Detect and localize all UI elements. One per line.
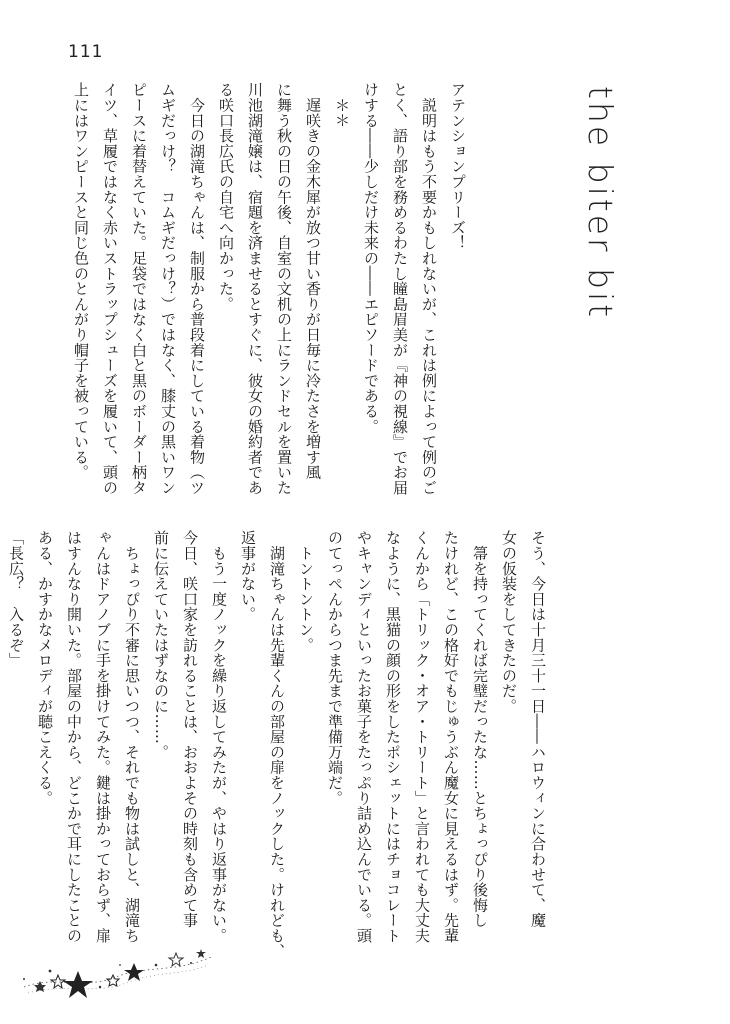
- star-ornament-icon: [16, 935, 216, 1005]
- text-column: ゃんはドアノブに手を掛けてみた。鍵は掛かっておらず、扉: [94, 530, 112, 944]
- text-column: 遅咲きの金木犀が放つ甘い香りが日毎に冷たさを増す風: [304, 82, 322, 480]
- text-column: 今日の湖滝ちゃんは、制服から普段着にしている着物（ツ: [188, 82, 206, 496]
- text-column: 前に伝えていたはずなのに……。: [152, 530, 170, 760]
- section-break: ＊＊: [333, 82, 351, 128]
- text-column: 女の仮装をしてきたのだ。: [500, 530, 518, 714]
- text-column: もう一度ノックを繰り返してみたが、やはり返事がない。: [210, 530, 228, 944]
- text-column: 返事がない。: [239, 530, 257, 622]
- text-column: けする――少しだけ未来の――エピソードである。: [362, 82, 380, 434]
- text-column: アテンションプリーズ！: [449, 82, 467, 251]
- text-column: 川池湖滝嬢は、宿題を済ませるとすぐに、彼女の婚約者であ: [246, 82, 264, 496]
- chapter-title: the biter bit: [581, 86, 620, 321]
- text-column: たけれど、この格好でもじゅうぶん魔女に見えるはず。先輩: [442, 530, 460, 944]
- text-column: ピースに着替えていた。足袋ではなく白と黒のボーダー柄タ: [130, 82, 148, 496]
- text-column: 「長広？ 入るぞ」: [7, 530, 25, 668]
- text-column: 箒を持ってくれば完璧だったな……とちょっぴり後悔し: [471, 530, 489, 928]
- text-block-top: [37, 82, 530, 502]
- text-column: イツ、草履ではなく赤いストラップシューズを履いて、頭の: [101, 82, 119, 496]
- text-column: 上にはワンピースと同じ色のとんがり帽子を被っている。: [72, 82, 90, 480]
- text-column: そう、今日は十月三十一日――ハロウィンに合わせて、魔: [529, 530, 547, 928]
- text-column: [0, 530, 1, 950]
- text-column: くんから「トリック・オア・トリート」と言われても大丈夫: [413, 530, 431, 944]
- text-column: 湖滝ちゃんは先輩くんの部屋の扉をノックした。けれども、: [268, 530, 286, 959]
- text-column: はすんなり開いた。部屋の中から、どこかで耳にしたことの: [65, 530, 83, 944]
- text-column: ある、かすかなメロディが聴こえくる。: [36, 530, 54, 806]
- text-block-bottom: [0, 530, 610, 959]
- text-column: やキャンディといったお菓子をたっぷり詰め込んでいる。頭: [355, 530, 373, 944]
- text-column: る咲口長広氏の自宅へ向かった。: [217, 82, 235, 312]
- text-column: 説明はもう不要かもしれないが、これは例によって例のご: [420, 82, 438, 496]
- text-column: 今日、咲口家を訪れることは、おおよその時刻も含めて事: [181, 530, 199, 928]
- text-column: とく、語り部を務めるわたし瞳島眉美が『神の視線』でお届: [391, 82, 409, 496]
- page-number: 111: [68, 42, 104, 62]
- text-column: に舞う秋の日の午後、自室の文机の上にランドセルを置いた: [275, 82, 293, 496]
- text-column: ちょっぴり不審に思いつつ、それでも物は試しと、湖滝ち: [123, 530, 141, 944]
- text-column: なように、黒猫の顔の形をしたポシェットにはチョコレート: [384, 530, 402, 944]
- text-column: トントントン。: [297, 530, 315, 653]
- text-column: のてっぺんからつま先まで準備万端だ。: [326, 530, 344, 806]
- text-column: ムギだっけ？ コムギだっけ？）ではなく、膝丈の黒いワン: [159, 82, 177, 496]
- star-ornament: [16, 935, 216, 1009]
